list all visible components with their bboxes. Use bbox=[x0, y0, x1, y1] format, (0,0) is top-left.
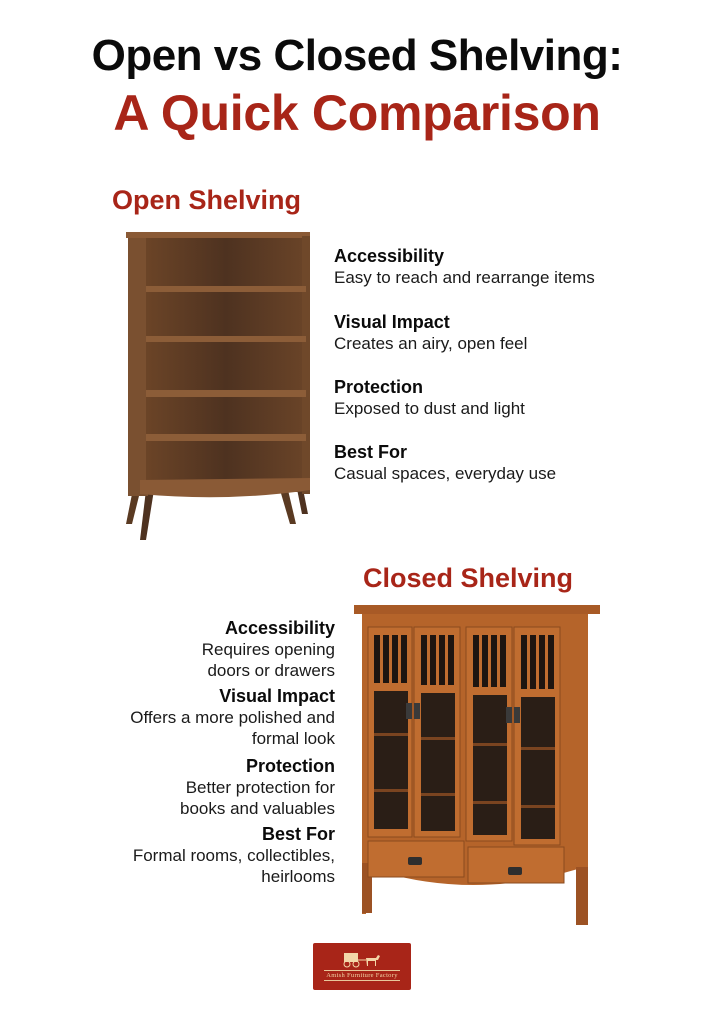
closed-item-desc-line2: formal look bbox=[251, 729, 335, 748]
closed-item-accessibility bbox=[75, 617, 335, 681]
closed-item-desc-line2: heirlooms bbox=[261, 867, 335, 886]
open-item-desc: Creates an airy, open feel bbox=[334, 334, 528, 353]
closed-shelving-title: Closed Shelving bbox=[363, 563, 574, 593]
open-item-visual-impact bbox=[334, 311, 527, 354]
open-shelving-title: Open Shelving bbox=[112, 185, 302, 215]
logo-text: Amish Furniture Factory bbox=[326, 972, 398, 979]
closed-item-label: Best For bbox=[261, 824, 335, 844]
open-item-desc: Casual spaces, everyday use bbox=[334, 464, 557, 483]
closed-item-label: Visual Impact bbox=[219, 686, 335, 706]
closed-item-best-for bbox=[75, 823, 335, 887]
page-title-line1: Open vs Closed Shelving: bbox=[91, 31, 623, 80]
closed-item-desc-line1: Requires opening bbox=[201, 640, 335, 659]
page-title-line2: A Quick Comparison bbox=[113, 85, 601, 141]
closed-item-label: Accessibility bbox=[224, 618, 335, 638]
open-item-label: Best For bbox=[334, 442, 408, 462]
closed-item-desc-line2: doors or drawers bbox=[207, 661, 335, 680]
open-item-label: Protection bbox=[334, 377, 424, 397]
open-item-desc: Exposed to dust and light bbox=[334, 399, 525, 418]
closed-item-protection bbox=[75, 755, 335, 819]
closed-item-desc-line1: Offers a more polished and bbox=[130, 708, 335, 727]
closed-item-desc-line1: Better protection for bbox=[185, 778, 335, 797]
closed-item-label: Protection bbox=[245, 756, 335, 776]
open-item-label: Visual Impact bbox=[334, 312, 450, 332]
open-item-label: Accessibility bbox=[334, 246, 445, 266]
open-item-protection bbox=[334, 376, 525, 419]
closed-bookcase-image bbox=[352, 605, 602, 927]
closed-item-visual-impact bbox=[75, 685, 335, 749]
open-item-best-for bbox=[334, 441, 556, 484]
amish-furniture-factory-logo[interactable] bbox=[313, 943, 411, 990]
closed-item-desc-line2: books and valuables bbox=[179, 799, 335, 818]
horse-buggy-icon bbox=[342, 952, 382, 968]
open-bookcase-image bbox=[118, 232, 314, 542]
open-item-desc: Easy to reach and rearrange items bbox=[334, 268, 595, 287]
closed-item-desc-line1: Formal rooms, collectibles, bbox=[132, 846, 335, 865]
open-item-accessibility bbox=[334, 245, 595, 288]
